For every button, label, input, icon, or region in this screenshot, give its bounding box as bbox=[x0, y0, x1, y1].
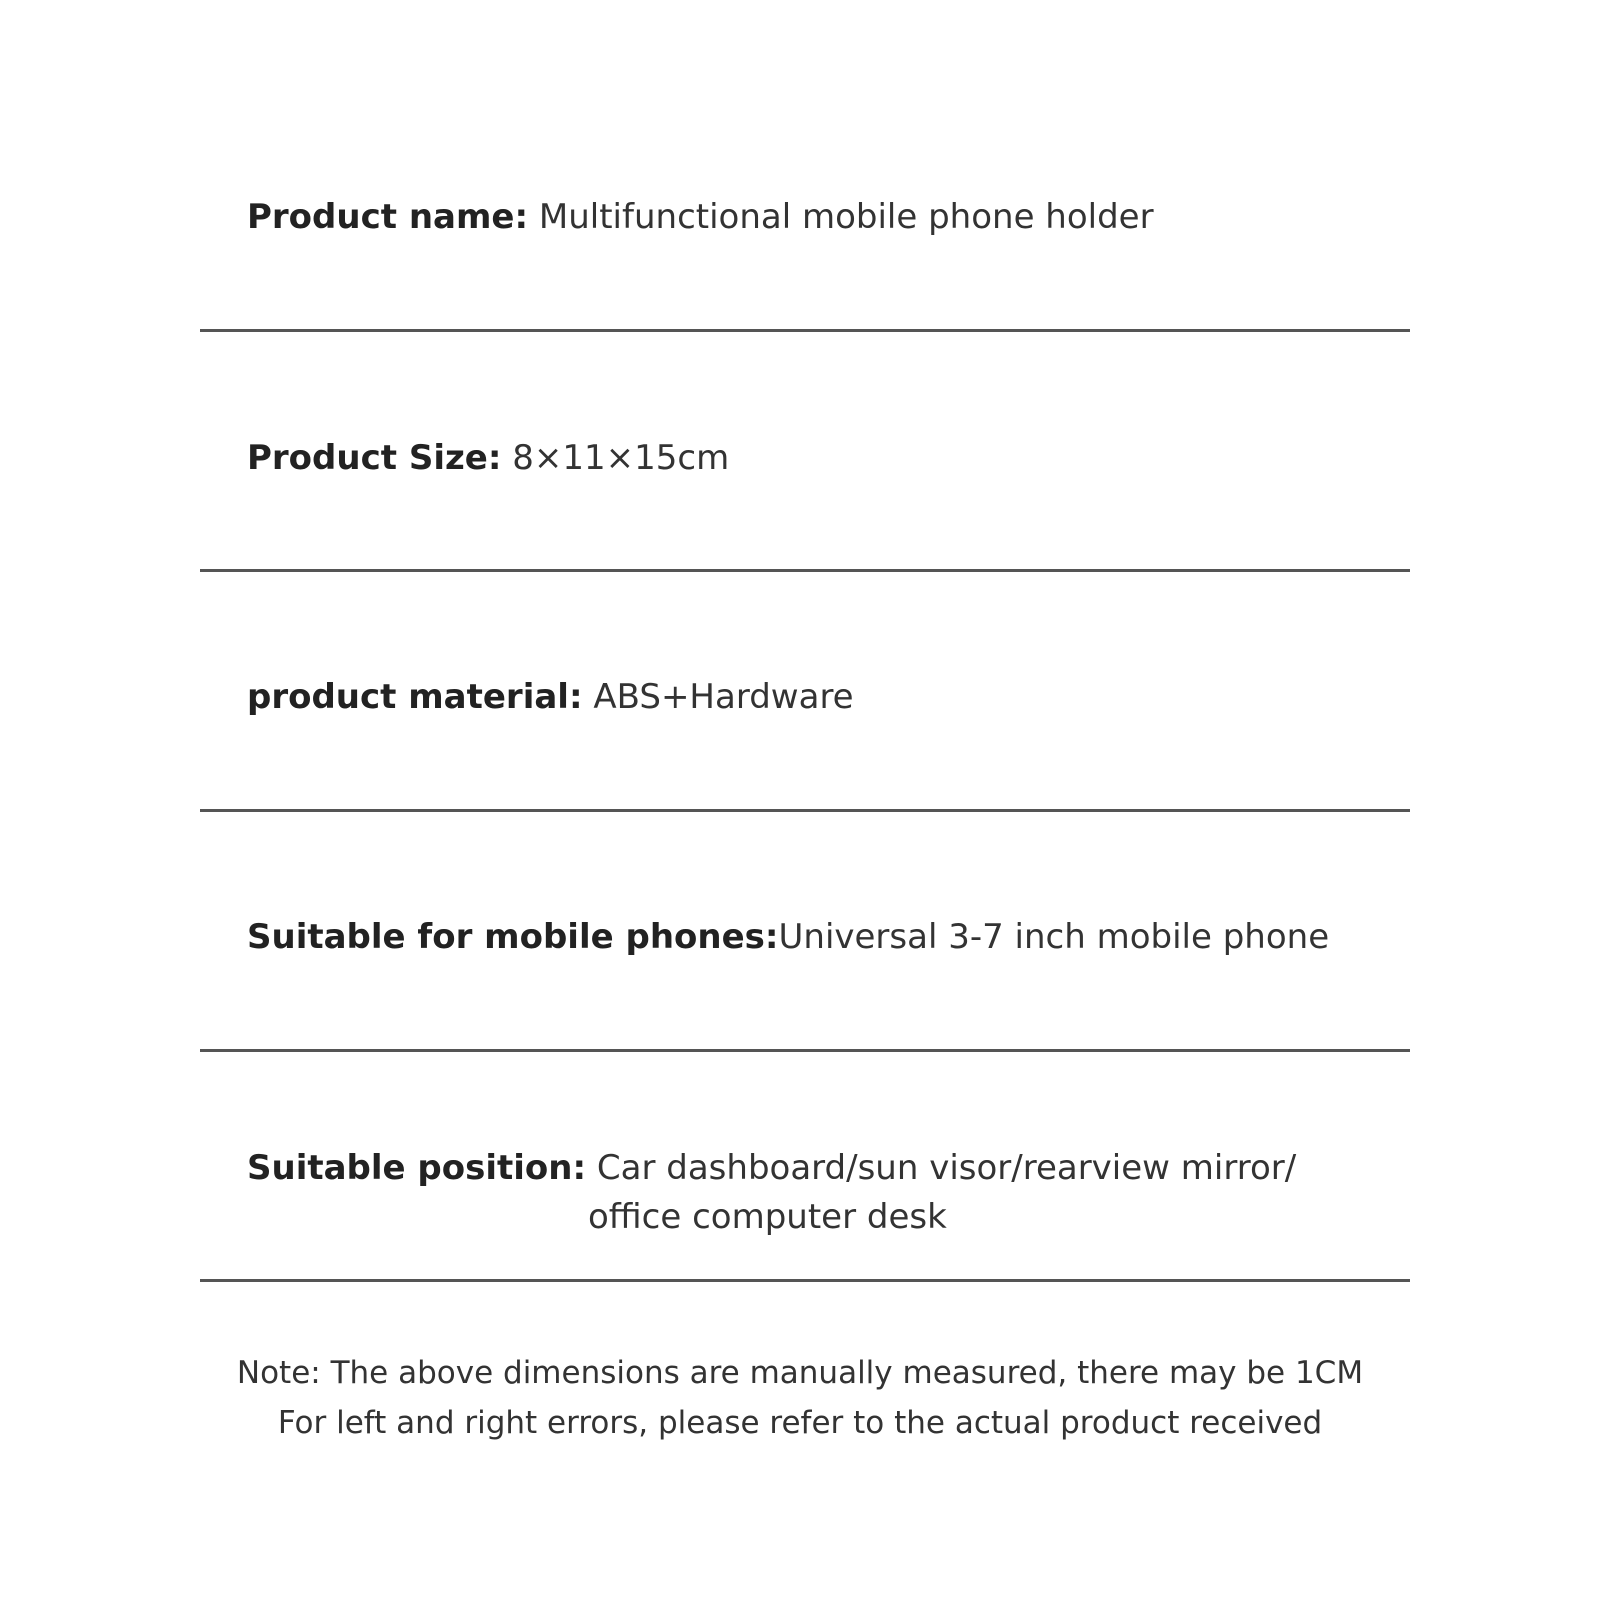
divider bbox=[200, 1049, 1410, 1052]
spec-label: Suitable position: bbox=[247, 1148, 587, 1188]
spec-label: Suitable for mobile phones: bbox=[247, 917, 779, 957]
spec-value-continuation: office computer desk bbox=[588, 1197, 947, 1237]
spec-row-product-size bbox=[247, 434, 729, 482]
spec-label: Product Size: bbox=[247, 438, 502, 478]
spec-row-product-material bbox=[247, 673, 854, 721]
spec-row-suitable-phones bbox=[247, 913, 1329, 961]
divider bbox=[200, 569, 1410, 572]
measurement-note bbox=[0, 1348, 1600, 1448]
spec-value: Universal 3-7 inch mobile phone bbox=[778, 917, 1330, 957]
divider bbox=[200, 1279, 1410, 1282]
note-line: For left and right errors, please refer to the actual product received bbox=[277, 1405, 1323, 1441]
spec-label: Product name: bbox=[247, 197, 529, 237]
spec-value: 8×11×15cm bbox=[512, 438, 730, 478]
spec-row-suitable-position bbox=[247, 1144, 1296, 1192]
spec-row-product-name bbox=[247, 193, 1154, 241]
note-line: Note: The above dimensions are manually measured, there may be 1CM bbox=[236, 1355, 1364, 1391]
spec-value: Car dashboard/sun visor/rearview mirror/ bbox=[596, 1148, 1297, 1188]
spec-value: Multifunctional mobile phone holder bbox=[538, 197, 1154, 237]
spec-label: product material: bbox=[247, 677, 583, 717]
divider bbox=[200, 329, 1410, 332]
spec-value: ABS+Hardware bbox=[593, 677, 854, 717]
divider bbox=[200, 809, 1410, 812]
